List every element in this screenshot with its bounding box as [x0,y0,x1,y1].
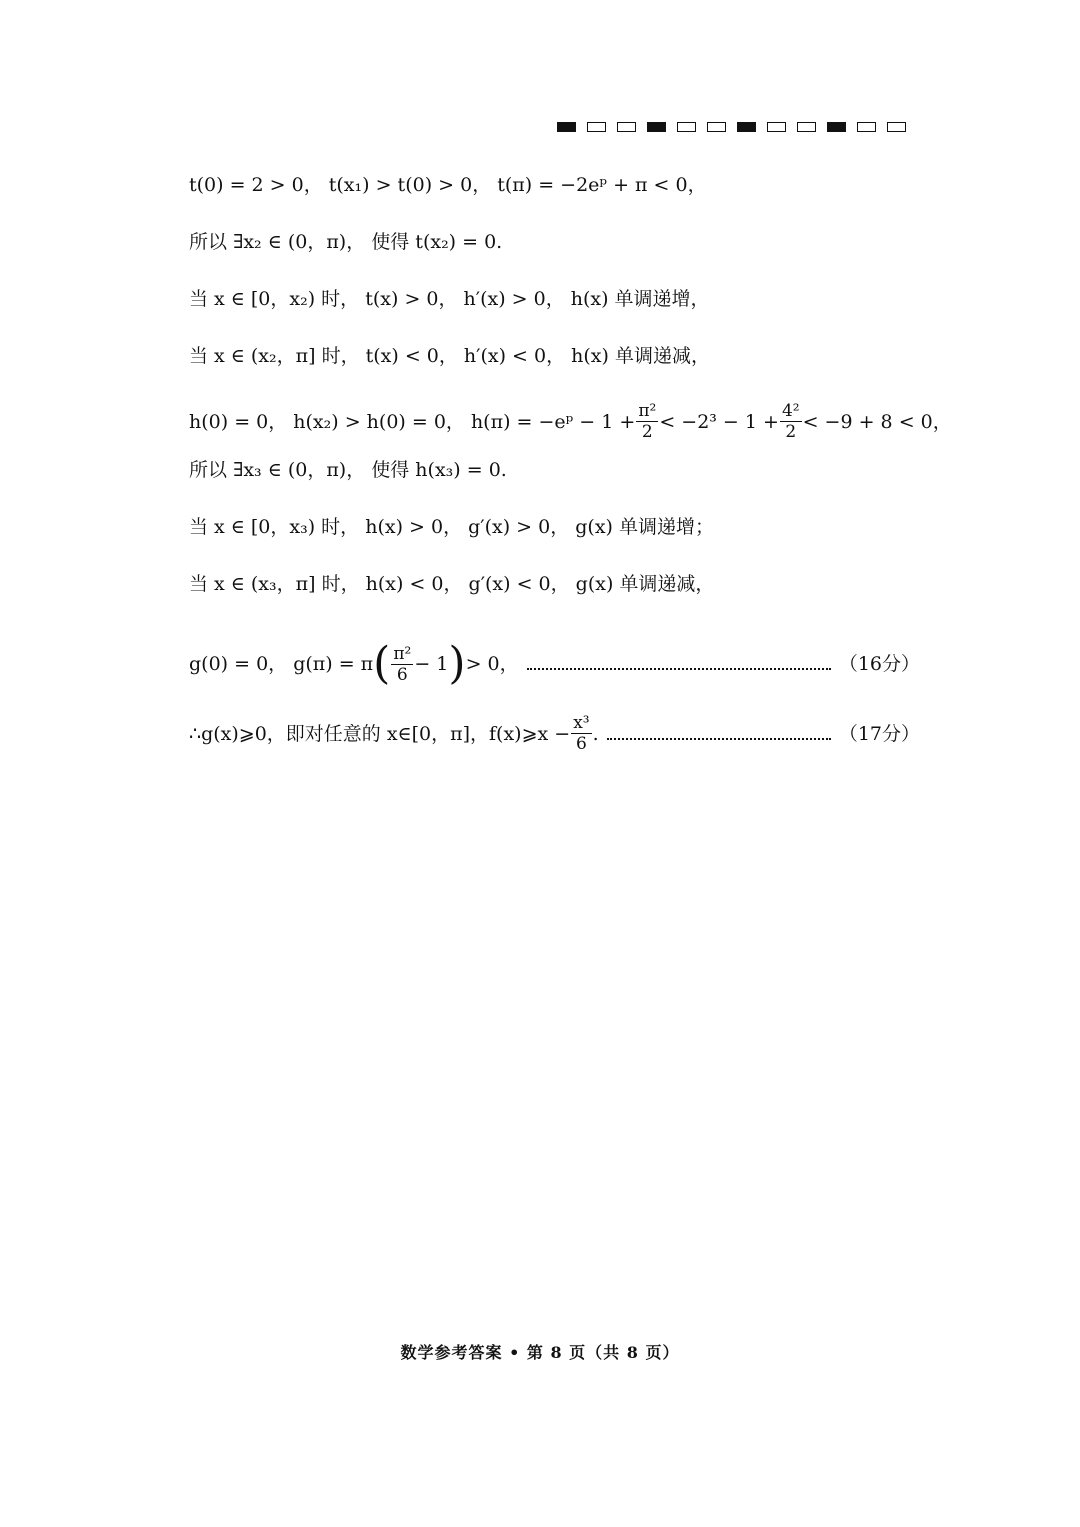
equation-text: h(0) = 0， h(x₂) > h(0) = 0， h(π) = −eᵖ − 1 + [189,410,636,433]
solution-line-7 [189,513,920,541]
equation-text: 当 x ∈ [0，x₂) 时， t(x) > 0， h′(x) > 0， h(x) 单调递增， [189,288,710,310]
solution-line-8 [189,570,920,598]
equation-text: 所以 ∃x₂ ∈ (0，π)， 使得 t(x₂) = 0. [189,231,503,253]
mark-empty [587,122,606,132]
mark-filled [737,122,756,132]
solution-line-9 [189,638,920,689]
mark-empty [887,122,906,132]
solution-line-3 [189,285,920,313]
fraction-denominator: 6 [575,734,587,754]
solution-line-5 [189,401,952,442]
fraction [571,713,591,754]
equation-text: < −9 + 8 < 0， [802,410,952,433]
left-paren: ( [373,638,391,689]
fraction-denominator: 6 [396,664,408,685]
mark-empty [707,122,726,132]
mark-filled [647,122,666,132]
fraction-numerator: 4² [781,401,800,421]
registration-marks [557,122,906,132]
dotted-leader [607,736,831,740]
equation-text: − 1 [414,653,449,675]
equation-text: g(0) = 0， g(π) = π [189,653,374,675]
equation-text: 当 x ∈ (x₂，π] 时， t(x) < 0， h′(x) < 0， h(x) 单调递减， [189,345,710,367]
score-label: （16分） [838,653,920,675]
solution-line-6 [189,456,920,484]
fraction-denominator: 2 [641,422,653,442]
mark-filled [557,122,576,132]
solution-line-2 [189,228,920,256]
fraction [391,644,413,685]
right-paren: ) [448,638,466,689]
equation-text: 当 x ∈ (x₃，π] 时， h(x) < 0， g′(x) < 0， g(x) 单调递减， [189,573,715,595]
mark-filled [827,122,846,132]
fraction [780,401,802,442]
score-label: （17分） [838,722,920,745]
fraction [636,401,658,442]
mark-empty [677,122,696,132]
fraction-numerator: π² [393,643,412,664]
mark-empty [797,122,816,132]
equation-text: . [592,722,599,745]
equation-text: < −2³ − 1 + [659,410,779,433]
equation-text: > 0， [465,653,519,675]
equation-text: ∴g(x)⩾0，即对任意的 x∈[0，π]，f(x)⩾x − [189,722,571,745]
mark-empty [857,122,876,132]
solution-line-4 [189,342,920,370]
equation-text: t(0) = 2 > 0， t(x₁) > t(0) > 0， t(π) = −2eᵖ + π < 0， [189,174,707,196]
solution-line-1 [189,171,920,199]
fraction-denominator: 2 [785,422,797,442]
mark-empty [767,122,786,132]
equation-text: 当 x ∈ [0，x₃) 时， h(x) > 0， g′(x) > 0， g(x) 单调递增； [189,516,715,538]
solution-line-10 [189,713,920,754]
dotted-leader [527,666,831,670]
fraction-numerator: π² [638,401,657,421]
equation-text: 所以 ∃x₃ ∈ (0，π)， 使得 h(x₃) = 0. [189,459,507,481]
page-footer: 数学参考答案 • 第 8 页（共 8 页） [400,1343,680,1362]
fraction-numerator: x³ [573,713,590,733]
mark-empty [617,122,636,132]
